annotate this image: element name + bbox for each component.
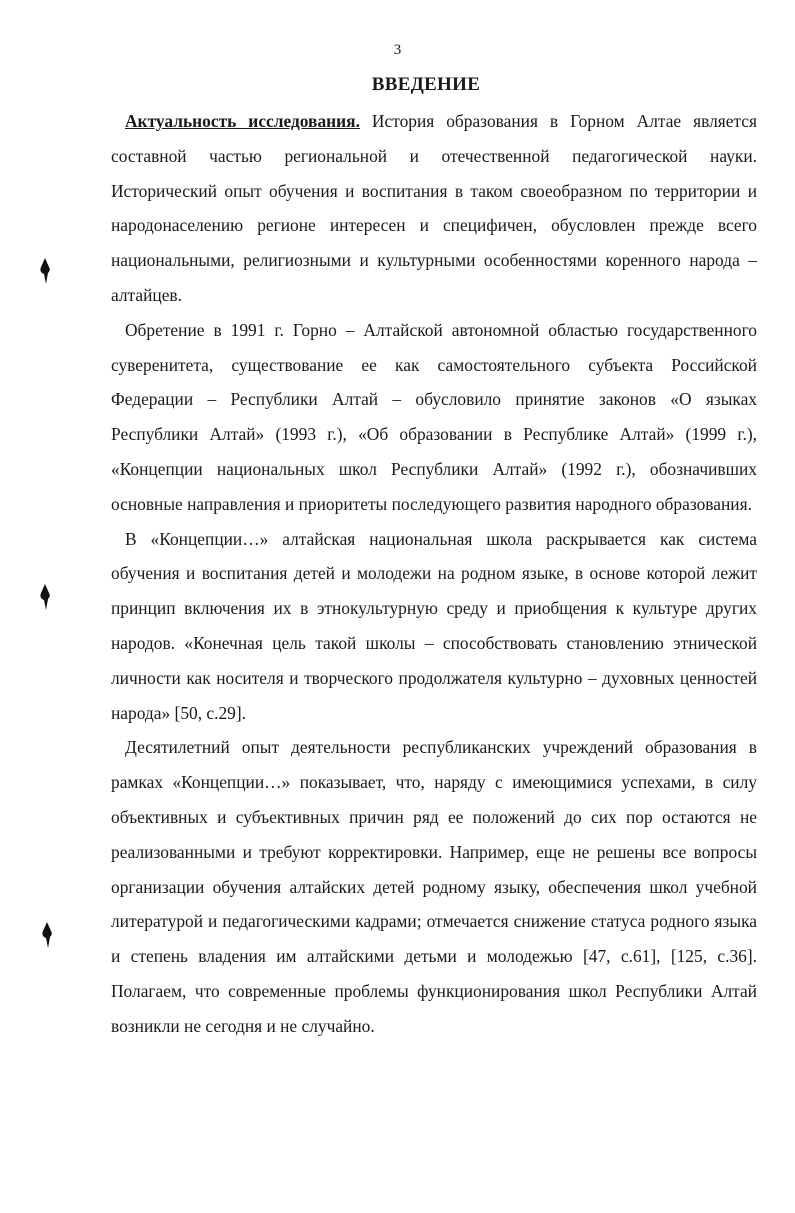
punch-hole-mark-1 <box>38 258 52 284</box>
paragraph-text: История образования в Горном Алтае является составной частью региональной и отечественной педагогической науки. Исторический опыт обучения и воспитания в таком своеобразном по территории и народонаселению регионе интересен и специфичен, обусловлен прежде всего национальными, религиозными и культурными особенностями коренного народа – алтайцев. <box>111 111 757 305</box>
section-heading: ВВЕДЕНИЕ <box>371 74 481 95</box>
paragraph-concept: В «Концепции…» алтайская национальная школа раскрывается как система обучения и воспитания детей и молодежи на родном языке, в основе которой лежит принцип включения их в этнокультурную среду и приобщения к культуре других народов. «Конечная цель такой школы – способствовать становлению этнической личности как носителя и творческого продолжателя культурно – духовных ценностей народа» [50, с.29]. <box>111 528 757 723</box>
paragraph-relevance <box>111 104 757 313</box>
page-number: 3 <box>393 42 402 58</box>
body-text <box>111 104 757 1044</box>
punch-hole-mark-3 <box>40 922 54 948</box>
paragraph-lead: Актуальность исследования. <box>125 111 360 131</box>
paragraph-sovereignty: Обретение в 1991 г. Горно – Алтайской автономной областью государственного суверенитета, существование ее как самостоятельного субъекта Российской Федерации – Республики Алтай – обусловило принятие законов «О языках Республики Алтай» (1993 г.), «Об образовании в Республике Алтай» (1999 г.), «Концепции национальных школ Республики Алтай» (1992 г.), обозначивших основные направления и приоритеты последующего развития народного образования. <box>111 319 757 514</box>
punch-hole-mark-2 <box>38 584 52 610</box>
paragraph-experience: Десятилетний опыт деятельности республиканских учреждений образования в рамках «Концепции…» показывает, что, наряду с имеющимися успехами, в силу объективных и субъективных причин ряд ее положений до сих пор остаются не реализованными и требуют корректировки. Например, еще не решены все вопросы организации обучения алтайских детей родному языку, обеспечения школ учебной литературой и педагогическими кадрами; отмечается снижение статуса родного языка и степень владения им алтайскими детьми и молодежью [47, с.61], [125, с.36]. Полагаем, что современные проблемы функционирования школ Республики Алтай возникли не сегодня и не случайно. <box>111 737 757 1036</box>
